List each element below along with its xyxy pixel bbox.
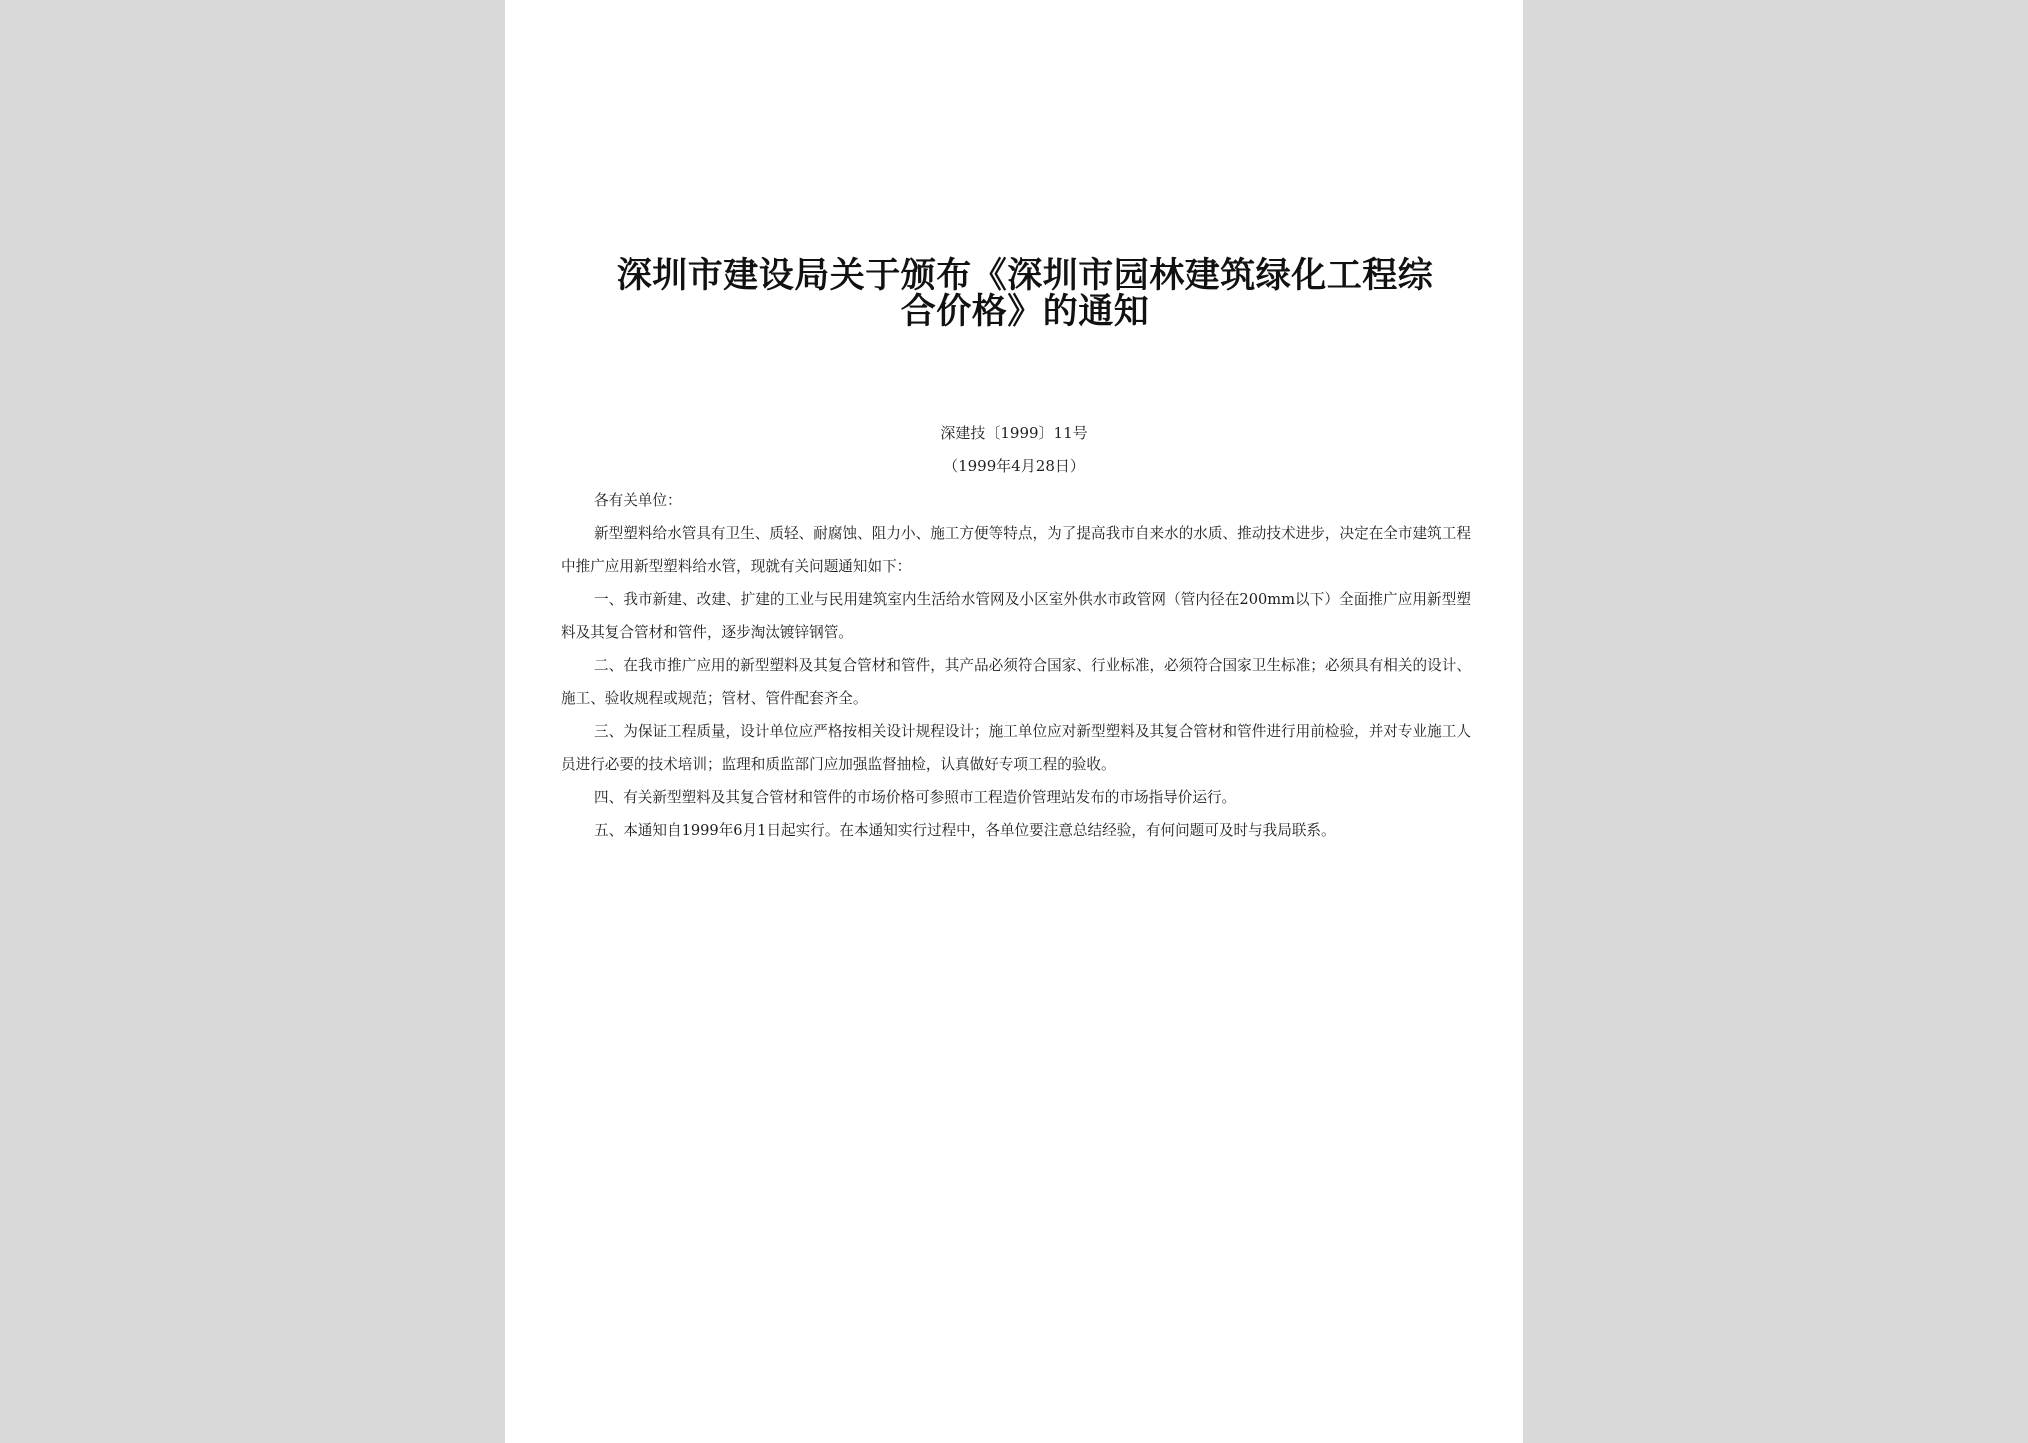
document-page	[505, 0, 1523, 1443]
paragraph-intro: 新型塑料给水管具有卫生、质轻、耐腐蚀、阻力小、施工方便等特点，为了提高我市自来水的水质、推动技术进步，决定在全市建筑工程中推广应用新型塑料给水管，现就有关问题通知如下：	[561, 525, 1471, 575]
document-title	[595, 255, 1455, 332]
document-date: （1999年4月28日）	[943, 457, 1085, 475]
paragraph-item-5: 五、本通知自1999年6月1日起实行。在本通知实行过程中，各单位要注意总结经验，有何问题可及时与我局联系。	[594, 822, 1336, 839]
paragraph-item-3: 三、为保证工程质量，设计单位应严格按相关设计规程设计；施工单位应对新型塑料及其复合管材和管件进行用前检验，并对专业施工人员进行必要的技术培训；监理和质监部门应加强监督抽检，认真做好专项工程的验收。	[561, 723, 1471, 773]
document-title-line-1: 深圳市建设局关于颁布《深圳市园林建筑绿化工程综	[616, 255, 1434, 296]
paragraph-item-4: 四、有关新型塑料及其复合管材和管件的市场价格可参照市工程造价管理站发布的市场指导价运行。	[594, 789, 1237, 806]
paragraph-item-2: 二、在我市推广应用的新型塑料及其复合管材和管件，其产品必须符合国家、行业标准，必须符合国家卫生标准；必须具有相关的设计、施工、验收规程或规范；管材、管件配套齐全。	[561, 657, 1471, 707]
paragraph-item-1: 一、我市新建、改建、扩建的工业与民用建筑室内生活给水管网及小区室外供水市政管网（管内径在200mm以下）全面推广应用新型塑料及其复合管材和管件，逐步淘汰镀锌钢管。	[561, 591, 1471, 641]
salutation: 各有关单位：	[594, 492, 682, 509]
document-number: 深建技〔1999〕11号	[940, 424, 1088, 442]
document-title-line-2: 合价格》的通知	[900, 291, 1150, 332]
document-body	[561, 484, 1471, 847]
